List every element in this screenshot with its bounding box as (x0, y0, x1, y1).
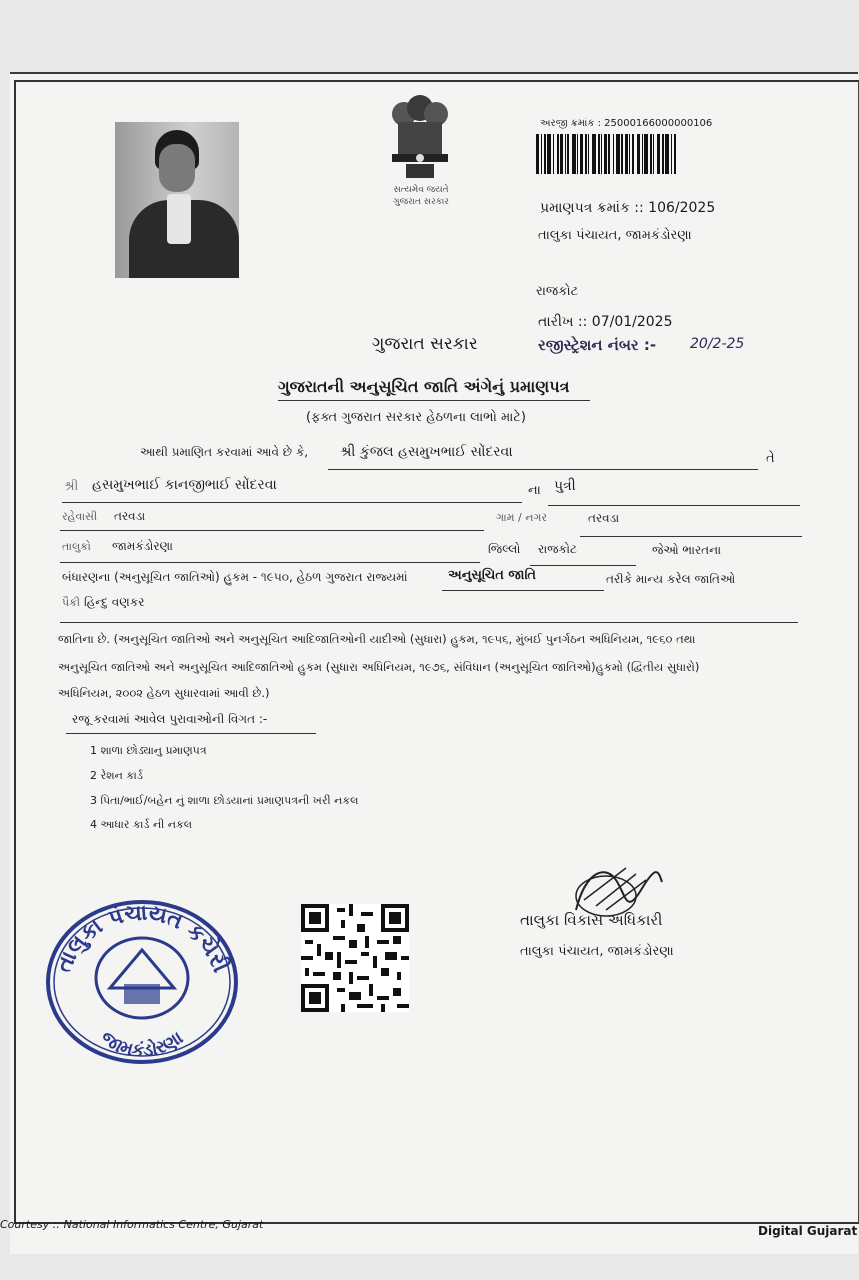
citizen-text: જેઓ ભારતના (652, 543, 722, 557)
village-label: ગામ / નગર (496, 511, 548, 524)
holder-name-line (328, 469, 758, 470)
certificate-subtitle: (ફક્ત ગુજરાત સરકાર હેઠળના લાભો માટે) (306, 410, 526, 425)
relation-line (548, 505, 800, 506)
taluka-label: તાલુકો (62, 540, 91, 553)
district-value: રાજકોટ (538, 542, 577, 556)
certificate-title: ગુજરાતની અનુસૂચિત જાતિ અંગેનું પ્રમાણપત્ર (278, 377, 570, 396)
panchayat-seal (44, 896, 240, 1064)
district-line (530, 565, 636, 566)
signatory-office: તાલુકા પંચાયત, જામકંડોરણા (520, 944, 674, 959)
resident-value: તરવડા (114, 509, 146, 523)
seal-text-top: તાલુકા પંચાયત કચેરી (51, 900, 233, 977)
relation-prefix: ના (528, 483, 541, 498)
parent-name-line (62, 502, 522, 503)
emblem-caption (374, 184, 468, 208)
category-line (442, 590, 604, 591)
caste-label: પૈકી (62, 596, 81, 609)
national-emblem-icon (380, 92, 460, 182)
resident-line (60, 530, 484, 531)
holder-name: શ્રી કુંજલ હસમુખભાઈ સોંદરવા (340, 444, 513, 460)
legal-para-line3: અધિનિયમ, ૨૦૦૨ હેઠળ સુધારવામાં આવી છે.) (58, 686, 270, 700)
caste-line (60, 622, 798, 623)
application-number: અરજી ક્રમાંક : 25000166000000106 (540, 118, 713, 129)
applicant-photo (115, 122, 239, 278)
village-value: તરવડા (588, 511, 620, 525)
legal-para-line1: જાતિના છે. (અનુસૂચિત જાતિઓ અને અનુસૂચિત આદિજાતિઓની યાદીઓ (સુધારા) હુકમ, ૧૯૫૬, મુંબઈ પુનર્ગઠન અધિનિયમ, ૧૯૬૦ તથા (58, 632, 696, 646)
qr-code (301, 904, 409, 1012)
government-name: ગુજરાત સરકાર (372, 334, 478, 354)
district-label: જિલ્લો (488, 542, 521, 556)
certify-text: આથી પ્રમાણિત કરવામાં આવે છે કે, (140, 445, 309, 459)
category-value: અનુસૂચિત જાતિ (448, 568, 537, 583)
legal-para-line2: અનુસૂચિત જાતિઓ અને અનુસૂચિત આદિજાતિઓ હુકમ (સુધારા અધિનિયમ, ૧૯૭૬, સંવિધાન (અનુસૂચિત જાતિઓ)હુકમો (દ્વિતીય સુધારો) (58, 660, 700, 674)
emblem-govt: ગુજરાત સરકાર (393, 197, 449, 207)
parent-name: હસમુખભાઈ કાનજીભાઈ સોંદરવા (92, 477, 277, 493)
district-header: રાજકોટ (536, 284, 579, 299)
caste-value: હિન્દુ વણકર (84, 595, 145, 609)
registration-handwritten: 20/2-25 (690, 336, 745, 352)
certificate-number: પ્રમાણપત્ર ક્રમાંક :: 106/2025 (540, 200, 716, 216)
line1-suffix: તે (766, 451, 775, 466)
evidence-item: 1 શાળા છોડ્યાનુ પ્રમાણપત્ર (90, 744, 207, 757)
digital-gujarat-brand: Digital Gujarat (758, 1224, 858, 1238)
evidence-heading: રજૂ કરવામાં આવેલ પુરાવાઓની વિગત :- (72, 712, 268, 726)
evidence-item: 4 આધાર કાર્ડ ની નકલ (90, 818, 193, 831)
recognized-text: તરીકે માન્ય કરેલ જાતિઓ (606, 572, 736, 586)
taluka-line (60, 562, 480, 563)
evidence-item: 3 પિતા/ભાઈ/બહેન નું શાળા છોડયાનાં પ્રમાણપત્રની ખરી નકલ (90, 794, 359, 807)
order-text: બંધારણના (અનુસૂચિત જાતિઓ) હુકમ - ૧૯૫૦, હેઠળ ગુજરાત રાજ્યમાં (62, 570, 408, 584)
evidence-heading-line (66, 733, 316, 734)
title-underline (278, 400, 590, 401)
barcode (536, 134, 720, 174)
shri-prefix: શ્રી (64, 479, 79, 494)
resident-label: રહેવાસી (62, 510, 98, 523)
signatory-designation: તાલુકા વિકાસ અધિકારી (520, 911, 663, 929)
emblem-motto: સત્યમેવ જયતે (393, 185, 449, 195)
relation-value: પુત્રી (554, 478, 576, 494)
evidence-item: 2 રેશન કાર્ડ (90, 769, 143, 782)
courtesy-text: Courtesy :: National Informatics Centre, Gujarat (0, 1218, 264, 1231)
seal-text-bottom: જામકંડોરણા (97, 1027, 187, 1062)
issuing-office: તાલુકા પંચાયત, જામકંડોરણા (538, 228, 692, 243)
taluka-value: જામકંડોરણા (112, 539, 173, 553)
issue-date: તારીખ :: 07/01/2025 (538, 314, 673, 330)
registration-label: રજીસ્ટ્રેશન નંબર :- (538, 336, 657, 354)
village-line (580, 536, 802, 537)
